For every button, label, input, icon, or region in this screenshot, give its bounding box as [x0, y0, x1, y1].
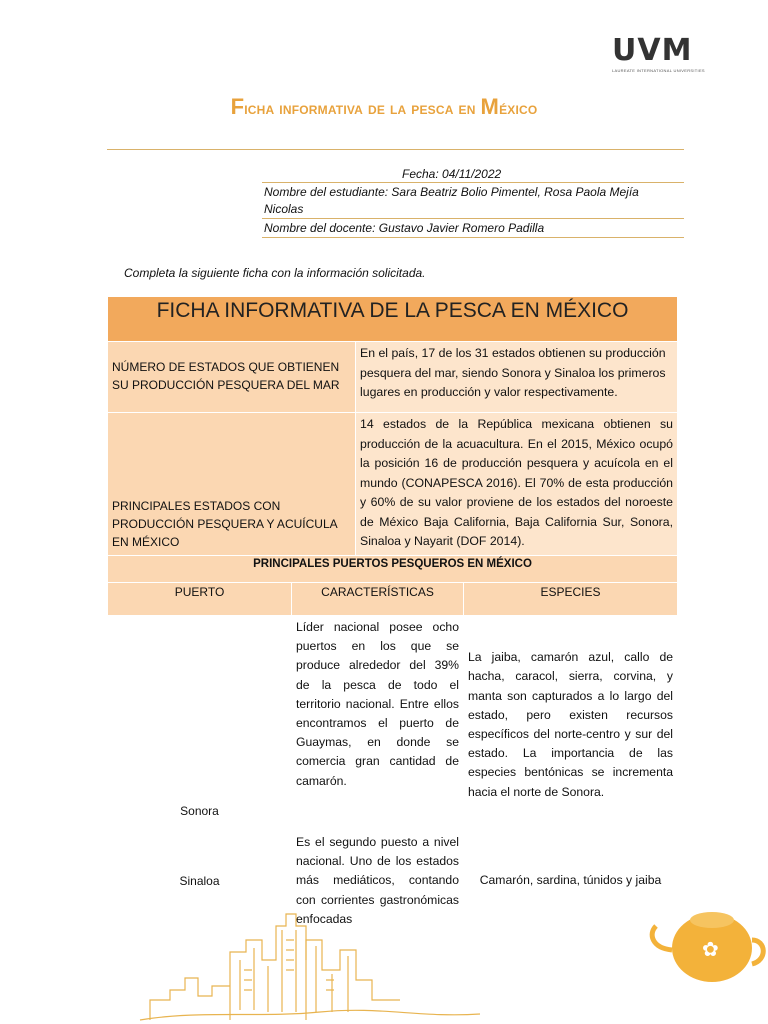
logo-text: UVM	[612, 33, 693, 68]
page-title	[0, 94, 768, 120]
title-part-2: éxico	[499, 99, 538, 118]
port-species: La jaiba, camarón azul, callo de hacha, caracol, sierra, corvina, y manta son capturados a lo largo del estado, pero existen recursos específicos del norte-centro y sur del estado. La importancia de las especies bentónicas se incrementa hacia el norte de Sonora.	[464, 616, 678, 831]
ports-heading-row	[108, 556, 678, 583]
row1-label: NÚMERO DE ESTADOS QUE OBTIENEN SU PRODUCCIÓN PESQUERA DEL MAR	[108, 342, 356, 413]
teapot-icon	[652, 912, 763, 982]
table-heading-row	[108, 297, 678, 342]
port-name: Sonora	[108, 616, 292, 831]
col-header-especies: ESPECIES	[464, 583, 678, 616]
title-initial: F	[230, 94, 245, 119]
title-rule	[107, 149, 684, 150]
city-skyline-icon	[140, 914, 480, 1020]
row2-text: 14 estados de la República mexicana obtienen su producción de la acuacultura. En el 2015, México ocupó la posición 16 de producción pesquera y acuícola en el mundo (CONAPESCA 2016). El 70% de esta producción y 60% de su valor proviene de los estados del noroeste de México Baja California, Baja California Sur, Sonora, Sinaloa y Nayarit (DOF 2014).	[356, 413, 678, 556]
ficha-table	[107, 296, 678, 932]
logo-tagline: LAUREATE INTERNATIONAL UNIVERSITIES	[612, 68, 705, 73]
teacher-line: Nombre del docente: Gustavo Javier Romero Padilla	[264, 221, 545, 235]
row1-text: En el país, 17 de los 31 estados obtienen su producción pesquera del mar, siendo Sonora y Sinaloa los primeros lugares en producción y valor respectivamente.	[356, 342, 678, 413]
uvm-logo	[612, 33, 722, 76]
port-name: Sinaloa	[108, 831, 292, 932]
table-heading: FICHA INFORMATIVA DE LA PESCA EN MÉXICO	[108, 297, 678, 342]
col-header-caracteristicas: CARACTERÍSTICAS	[292, 583, 464, 616]
meta-rule-1	[262, 182, 684, 183]
meta-rule-2	[262, 218, 684, 219]
port-characteristics: Líder nacional posee ocho puertos en los que se produce alrededor del 39% de la pesca de todo el territorio nacional. Entre ellos encontramos el puerto de Guaymas, en donde se comercia gran cantidad de camarón.	[292, 616, 464, 831]
student-line-cont: Nicolas	[264, 202, 304, 216]
instructions: Completa la siguiente ficha con la información solicitada.	[124, 266, 426, 280]
ports-heading: PRINCIPALES PUERTOS PESQUEROS EN MÉXICO	[108, 556, 678, 583]
row2-label: PRINCIPALES ESTADOS CON PRODUCCIÓN PESQUERA Y ACUÍCULA EN MÉXICO	[108, 413, 356, 556]
table-row	[108, 616, 678, 831]
ports-column-headers	[108, 583, 678, 616]
title-initial-2: M	[480, 94, 500, 119]
title-part: icha informativa de la pesca en	[244, 99, 481, 118]
student-line: Nombre del estudiante: Sara Beatriz Bolio Pimentel, Rosa Paola Mejía	[264, 185, 639, 199]
port-species: Camarón, sardina, túnidos y jaiba	[464, 831, 678, 932]
port-characteristics: Es el segundo puesto a nivel nacional. Uno de los estados más mediáticos, contando con corrientes gastronómicas enfocadas	[292, 831, 464, 932]
table-row	[108, 342, 678, 413]
date-line: Fecha: 04/11/2022	[402, 167, 502, 181]
svg-text:✿: ✿	[702, 937, 719, 961]
col-header-puerto: PUERTO	[108, 583, 292, 616]
footer-decoration	[0, 900, 768, 1024]
table-row	[108, 413, 678, 556]
meta-rule-3	[262, 237, 684, 238]
